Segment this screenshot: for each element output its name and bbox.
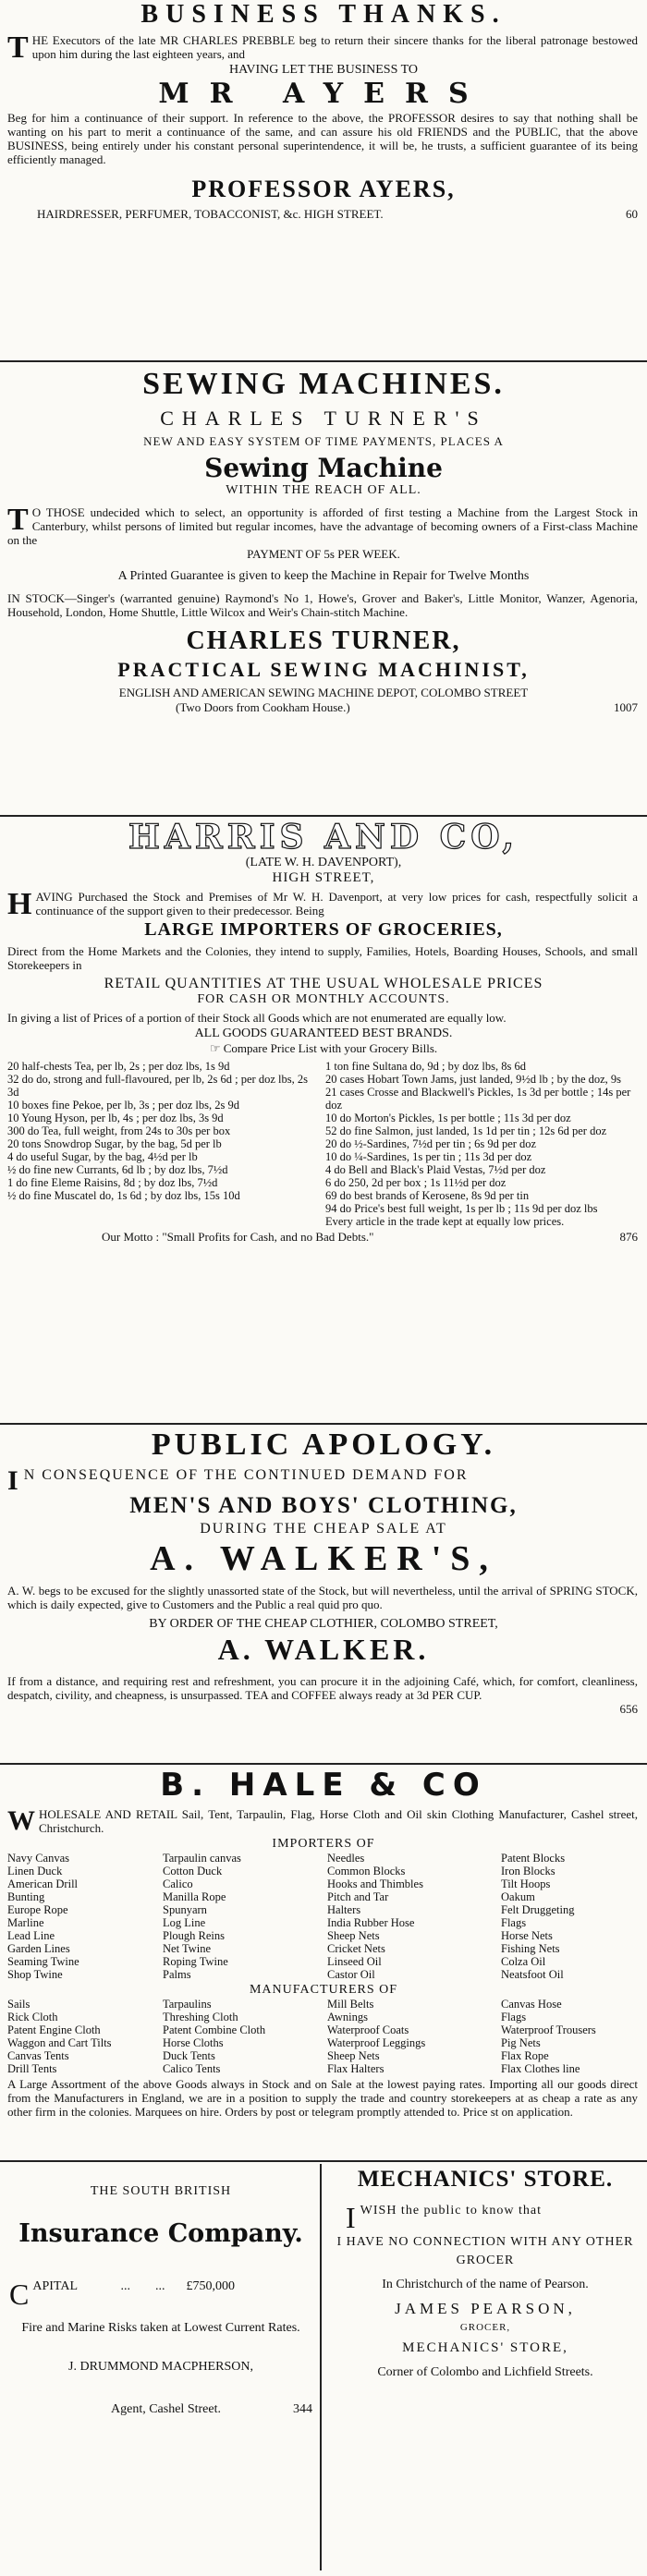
list-item: Linseed Oil: [327, 1955, 382, 1968]
capital-line: C APITAL ... ... £750,000: [9, 2278, 235, 2311]
list-item: Canvas Tents: [7, 2049, 69, 2062]
dropcap: C: [9, 2278, 30, 2311]
motto-line: Our Motto : "Small Profits for Cash, and no Bad Debts." 876: [102, 1230, 638, 1244]
dropcap: I: [7, 1465, 20, 1496]
price-item: ½ do fine Muscatel do, 1s 6d ; by doz lbs, 15s 10d: [7, 1189, 240, 1202]
list-item: Seaming Twine: [7, 1955, 79, 1968]
street-line: HIGH STREET,: [272, 870, 375, 885]
list-item: Flax Halters: [327, 2062, 385, 2075]
hale-intro: WHOLESALE AND RETAIL Sail, Tent, Tarpaulin, Flag, Horse Cloth and Oil skin Clothing Manufacturer, Cashel street, Christchurch.: [7, 1805, 638, 1836]
compare-line: ☞ Compare Price List with your Grocery Bills.: [209, 1041, 438, 1055]
hale-para: A Large Assortment of the above Goods always in Stock and on Sale at the lowest paying rates. Importing all our goods direct from the Manufacturers in England, we are in a position to supply the trade and country storekeepers at as cheap a rate as any other firm in the colonies. Marquees on hire. Orders by post or telegram promptly attended to. Price st on application.: [7, 2077, 638, 2119]
dropcap: W: [7, 1805, 35, 1836]
public-apology-ad: [0, 1427, 647, 1717]
order-line: BY ORDER OF THE CHEAP CLOTHIER, COLOMBO STREET,: [149, 1617, 498, 1631]
list-item: Fishing Nets: [501, 1942, 560, 1955]
depot-line: ENGLISH AND AMERICAN SEWING MACHINE DEPOT, COLOMBO STREET: [118, 686, 529, 699]
practical-heading: PRACTICAL SEWING MACHINIST,: [117, 658, 530, 681]
list-item: Tilt Hoops: [501, 1877, 551, 1890]
price-item: 20 cases Hobart Town Jams, just landed, 9½d lb ; by the doz, 9s: [325, 1073, 622, 1086]
late-line: (LATE W. H. DAVENPORT),: [245, 856, 402, 869]
pearson-name: JAMES PEARSON,: [395, 2300, 576, 2317]
store-line: MECHANICS' STORE,: [402, 2340, 568, 2355]
list-item: Sheep Nets: [327, 2049, 380, 2062]
hale-title: B. HALE & CO: [160, 1767, 487, 1804]
ad-ref-number: 656: [619, 1702, 638, 1716]
list-item: Cricket Nets: [327, 1942, 385, 1955]
list-item: Calico Tents: [163, 2062, 221, 2075]
list-item: India Rubber Hose: [327, 1916, 415, 1929]
list-item: Flax Clothes line: [501, 2062, 580, 2075]
bottom-columns: [0, 2164, 647, 2570]
price-item: Every article in the trade kept at equally low prices.: [325, 1215, 565, 1228]
price-list-left: [7, 1060, 312, 1228]
price-item: 32 do do, strong and full-flavoured, per lb, 2s 6d ; per doz lbs, 2s 3d: [7, 1073, 308, 1099]
list-item: Oakum: [501, 1890, 535, 1903]
apology-para1: A. W. begs to be excused for the slightly unassorted state of the Stock, but will nevertheless, until the arrival of SPRING STOCK, which is daily expected, give to Customers and the Public a real quid pro quo.: [7, 1584, 638, 1611]
divider: [0, 2160, 647, 2162]
retail-line: RETAIL QUANTITIES AT THE USUAL WHOLESALE PRICES: [104, 976, 543, 991]
price-item: 4 do useful Sugar, by the bag, 4½d per lb: [7, 1150, 198, 1163]
list-item: Hooks and Thimbles: [327, 1877, 423, 1890]
doors-line: (Two Doors from Cookham House.) 1007: [176, 700, 638, 714]
dropcap: T: [7, 503, 29, 537]
ad-ref-number: 60: [626, 207, 638, 221]
clothing-heading: MEN'S AND BOYS' CLOTHING,: [129, 1493, 518, 1518]
list-item: Needles: [327, 1852, 365, 1865]
mechanics-title: MECHANICS' STORE.: [357, 2167, 614, 2192]
list-item: Mill Belts: [327, 1998, 374, 2011]
guarantee-line: A Printed Guarantee is given to keep the Machine in Repair for Twelve Months: [117, 569, 530, 583]
list-item: Garden Lines: [7, 1942, 70, 1955]
list-item: Roping Twine: [163, 1955, 228, 1968]
list-item: Common Blocks: [327, 1865, 406, 1877]
list-item: Patent Combine Cloth: [163, 2023, 266, 2036]
price-item: 20 half-chests Tea, per lb, 2s ; per doz lbs, 1s 9d: [7, 1060, 230, 1073]
importers-heading: LARGE IMPORTERS OF GROCERIES,: [144, 919, 503, 940]
price-item: 1 do fine Eleme Raisins, 8d ; by doz lbs, 7½d: [7, 1176, 218, 1189]
sewing-machine-heading: Sewing Machine: [204, 453, 443, 483]
risks-line: Fire and Marine Risks taken at Lowest Current Rates.: [21, 2321, 300, 2335]
list-item: Canvas Hose: [501, 1998, 562, 2011]
list-item: Horse Cloths: [163, 2036, 224, 2049]
price-item: 10 boxes fine Pekoe, per lb, 3s ; per doz lbs, 2s 9d: [7, 1099, 240, 1112]
price-item: ½ do fine new Currants, 6d lb ; by doz lbs, 7½d: [7, 1163, 228, 1176]
list-item: Flags: [501, 1916, 527, 1929]
list-item: Patent Blocks: [501, 1852, 566, 1865]
list-item: Calico: [163, 1877, 193, 1890]
list-item: Waterproof Coats: [327, 2023, 409, 2036]
list-item: Waggon and Cart Tilts: [7, 2036, 112, 2049]
list-item: Marline: [7, 1916, 44, 1929]
list-item: Europe Rope: [7, 1903, 68, 1916]
dropcap: H: [7, 887, 32, 921]
divider: [0, 1423, 647, 1425]
price-item: 1 ton fine Sultana do, 9d ; by doz lbs, 8s 6d: [325, 1060, 526, 1073]
business-thanks-title: BUSINESS THANKS.: [140, 0, 507, 29]
importers-of-heading: IMPORTERS OF: [272, 1837, 375, 1851]
price-item: 6 do 250, 2d per box ; 1s 11½d per doz: [325, 1176, 507, 1189]
list-item: Iron Blocks: [501, 1865, 555, 1877]
sewing-title: SEWING MACHINES.: [142, 367, 505, 401]
harris-para1: HAVING Purchased the Stock and Premises of Mr W. H. Davenport, at very low prices for cash, respectfully solicit a continuance of the support given to their predecessor. Being: [7, 887, 638, 921]
price-item: 94 do Price's best full weight, 1s per lb ; 11s 9d per doz lbs: [325, 1202, 598, 1215]
capital-amount: £750,000: [186, 2279, 235, 2293]
list-item: Tarpaulins: [163, 1998, 212, 2011]
list-item: Flax Rope: [501, 2049, 549, 2062]
having-let-line: HAVING LET THE BUSINESS TO: [228, 63, 419, 77]
list-item: Net Twine: [163, 1942, 212, 1955]
guaranteed-line: ALL GOODS GUARANTEED BEST BRANDS.: [194, 1027, 453, 1040]
insurance-name: Insurance Company.: [18, 2219, 303, 2248]
column-divider: [320, 2164, 322, 2570]
price-item: 4 do Bell and Black's Plaid Vestas, 7½d per doz: [325, 1163, 546, 1176]
list-item: Cotton Duck: [163, 1865, 223, 1877]
harris-para2: Direct from the Home Markets and the Colonies, they intend to supply, Families, Hotels, Boarding Houses, Schools, and small Storekeepers in: [7, 944, 638, 972]
christchurch-line: In Christchurch of the name of Pearson.: [382, 2278, 589, 2291]
list-item: Bunting: [7, 1890, 45, 1903]
payment-line: PAYMENT OF 5s PER WEEK.: [247, 547, 400, 561]
price-item: 10 do ¼-Sardines, 1s per tin ; 11s 3d per doz: [325, 1150, 532, 1163]
south-british-line: THE SOUTH BRITISH: [90, 2184, 232, 2198]
price-list-right: [325, 1060, 640, 1228]
price-list: [0, 1060, 647, 1228]
list-item: Lead Line: [7, 1929, 55, 1942]
list-item: Waterproof Leggings: [327, 2036, 426, 2049]
divider: [0, 360, 647, 362]
price-item: 21 cases Crosse and Blackwell's Pickles, 1s 3d per bottle ; 14s per doz: [325, 1086, 631, 1112]
corner-line: Corner of Colombo and Lichfield Streets.: [377, 2365, 593, 2379]
divider: [0, 815, 647, 817]
charles-turner-heading: CHARLES TURNER,: [186, 626, 461, 655]
importers-list: [0, 1852, 647, 1981]
price-item: 20 do ½-Sardines, 7½d per tin ; 6s 9d per doz: [325, 1137, 537, 1150]
harris-para3: In giving a list of Prices of a portion of their Stock all Goods which are not enumerated are equally low.: [7, 1011, 507, 1025]
hale-and-co-ad: [0, 1767, 647, 2119]
list-item: Awnings: [327, 2011, 368, 2023]
list-item: Linen Duck: [7, 1865, 63, 1877]
harris-title: HARRIS AND CO,: [128, 818, 519, 857]
dropcap: T: [7, 30, 29, 65]
list-item: Duck Tents: [163, 2049, 215, 2062]
agent-name: J. DRUMMOND MACPHERSON,: [68, 2360, 253, 2374]
divider: [0, 1763, 647, 1765]
mechanics-store-ad: [325, 2164, 643, 2380]
stock-para: IN STOCK—Singer's (warranted genuine) Raymond's No 1, Howe's, Grover and Baker's, Little Monitor, Wanzer, Agenoria, Household, London, Home Shuttle, Little Wilcox and Weir's Chain-stitch Machine.: [7, 591, 638, 619]
list-item: Navy Canvas: [7, 1852, 69, 1865]
price-item: 20 tons Snowdrop Sugar, by the bag, 5d per lb: [7, 1137, 222, 1150]
list-item: Rick Cloth: [7, 2011, 58, 2023]
list-item: American Drill: [7, 1877, 79, 1890]
apology-para2: If from a distance, and requiring rest and refreshment, you can procure it in the adjoining Café, which, for comfort, cleanliness, despatch, civility, and cheapness, is unsurpassed. TEA and COFFEE always ready at 3d PER CUP.: [7, 1674, 638, 1702]
price-item: 10 Young Hyson, per lb, 4s ; per doz lbs, 3s 9d: [7, 1112, 224, 1124]
list-item: Pitch and Tar: [327, 1890, 389, 1903]
list-item: Flags: [501, 2011, 527, 2023]
walker-signature: A. WALKER.: [217, 1633, 430, 1666]
list-item: Plough Reins: [163, 1929, 226, 1942]
cash-line: FOR CASH OR MONTHLY ACCOUNTS.: [197, 992, 450, 1006]
price-item: 10 do Morton's Pickles, 1s per bottle ; 11s 3d per doz: [325, 1112, 571, 1124]
consequence-line: I N CONSEQUENCE OF THE CONTINUED DEMAND FOR: [7, 1465, 469, 1496]
trades-line: HAIRDRESSER, PERFUMER, TOBACCONIST, &c. HIGH STREET. 60: [37, 207, 638, 221]
price-item: 300 do Tea, full weight, from 24s to 30s per box: [7, 1124, 231, 1137]
price-item: 69 do best brands of Kerosene, 8s 9d per tin: [325, 1189, 530, 1202]
manufacturers-list: [0, 1998, 647, 2075]
charles-turners: CHARLES TURNER'S: [160, 407, 487, 430]
walker-heading: A. WALKER'S,: [150, 1539, 497, 1578]
list-item: Horse Nets: [501, 1929, 553, 1942]
wish-line: IWISH the public to know that: [346, 2201, 543, 2234]
list-item: Tarpaulin canvas: [163, 1852, 241, 1865]
insurance-ad: [0, 2164, 318, 2417]
harris-and-co-ad: [0, 819, 647, 1245]
grocer-line: GROCER,: [459, 2322, 511, 2333]
agent-line: Agent, Cashel Street. 344: [111, 2402, 312, 2416]
list-item: Waterproof Trousers: [501, 2023, 596, 2036]
list-item: Shop Twine: [7, 1968, 63, 1981]
ad-ref-number: 876: [619, 1230, 638, 1244]
list-item: Pig Nets: [501, 2036, 541, 2049]
list-item: Colza Oil: [501, 1955, 546, 1968]
ad-ref-number: 1007: [614, 700, 638, 714]
list-item: Manilla Rope: [163, 1890, 226, 1903]
list-item: Castor Oil: [327, 1968, 375, 1981]
reach-line: WITHIN THE REACH OF ALL.: [226, 483, 421, 497]
price-item: 52 do fine Salmon, just landed, 1s 1d per tin ; 12s 6d per doz: [325, 1124, 607, 1137]
list-item: Sails: [7, 1998, 31, 2011]
apology-title: PUBLIC APOLOGY.: [151, 1428, 496, 1462]
list-item: Felt Druggeting: [501, 1903, 575, 1916]
no-connection-line: I HAVE NO CONNECTION WITH ANY OTHER GROCER: [336, 2235, 634, 2267]
sewing-machines-ad: [0, 366, 647, 715]
during-line: DURING THE CHEAP SALE AT: [200, 1521, 447, 1537]
list-item: Threshing Cloth: [163, 2011, 238, 2023]
sewing-para1: T O THOSE undecided which to select, an opportunity is afforded of first testing a Machine from the Largest Stock in Canterbury, whilst persons of limited but regular incomes, have the advantage of becoming owners of a First-class Machine on the: [7, 503, 638, 547]
manufacturers-of-heading: MANUFACTURERS OF: [249, 1983, 398, 1997]
business-thanks-ad: [0, 0, 647, 222]
list-item: Patent Engine Cloth: [7, 2023, 101, 2036]
list-item: Spunyarn: [163, 1903, 207, 1916]
list-item: Sheep Nets: [327, 1929, 380, 1942]
list-item: Halters: [327, 1903, 361, 1916]
list-item: Log Line: [163, 1916, 206, 1929]
dropcap: I: [346, 2201, 357, 2234]
list-item: Drill Tents: [7, 2062, 57, 2075]
system-line: NEW AND EASY SYSTEM OF TIME PAYMENTS, PLACES A: [143, 434, 504, 448]
list-item: Palms: [163, 1968, 191, 1981]
business-thanks-para2: Beg for him a continuance of their support. In reference to the above, the PROFESSOR desires to say that nothing shall be wanting on his part to merit a continuance of the same, and can assure his old FRIENDS and the PUBLIC, that the above BUSINESS, being entirely under his constant personal superintendence, it will be, he trusts, a sufficient guarantee of its being efficiently managed.: [7, 111, 638, 166]
professor-ayers-heading: PROFESSOR AYERS,: [191, 176, 456, 202]
mr-ayers-heading: MR AYERS: [158, 78, 489, 110]
ad-ref-number: 344: [293, 2402, 312, 2416]
business-thanks-para1: THE Executors of the late MR CHARLES PREBBLE beg to return their sincere thanks for the liberal patronage bestowed upon him during the last eighteen years, and: [7, 30, 638, 65]
list-item: Neatsfoot Oil: [501, 1968, 564, 1981]
